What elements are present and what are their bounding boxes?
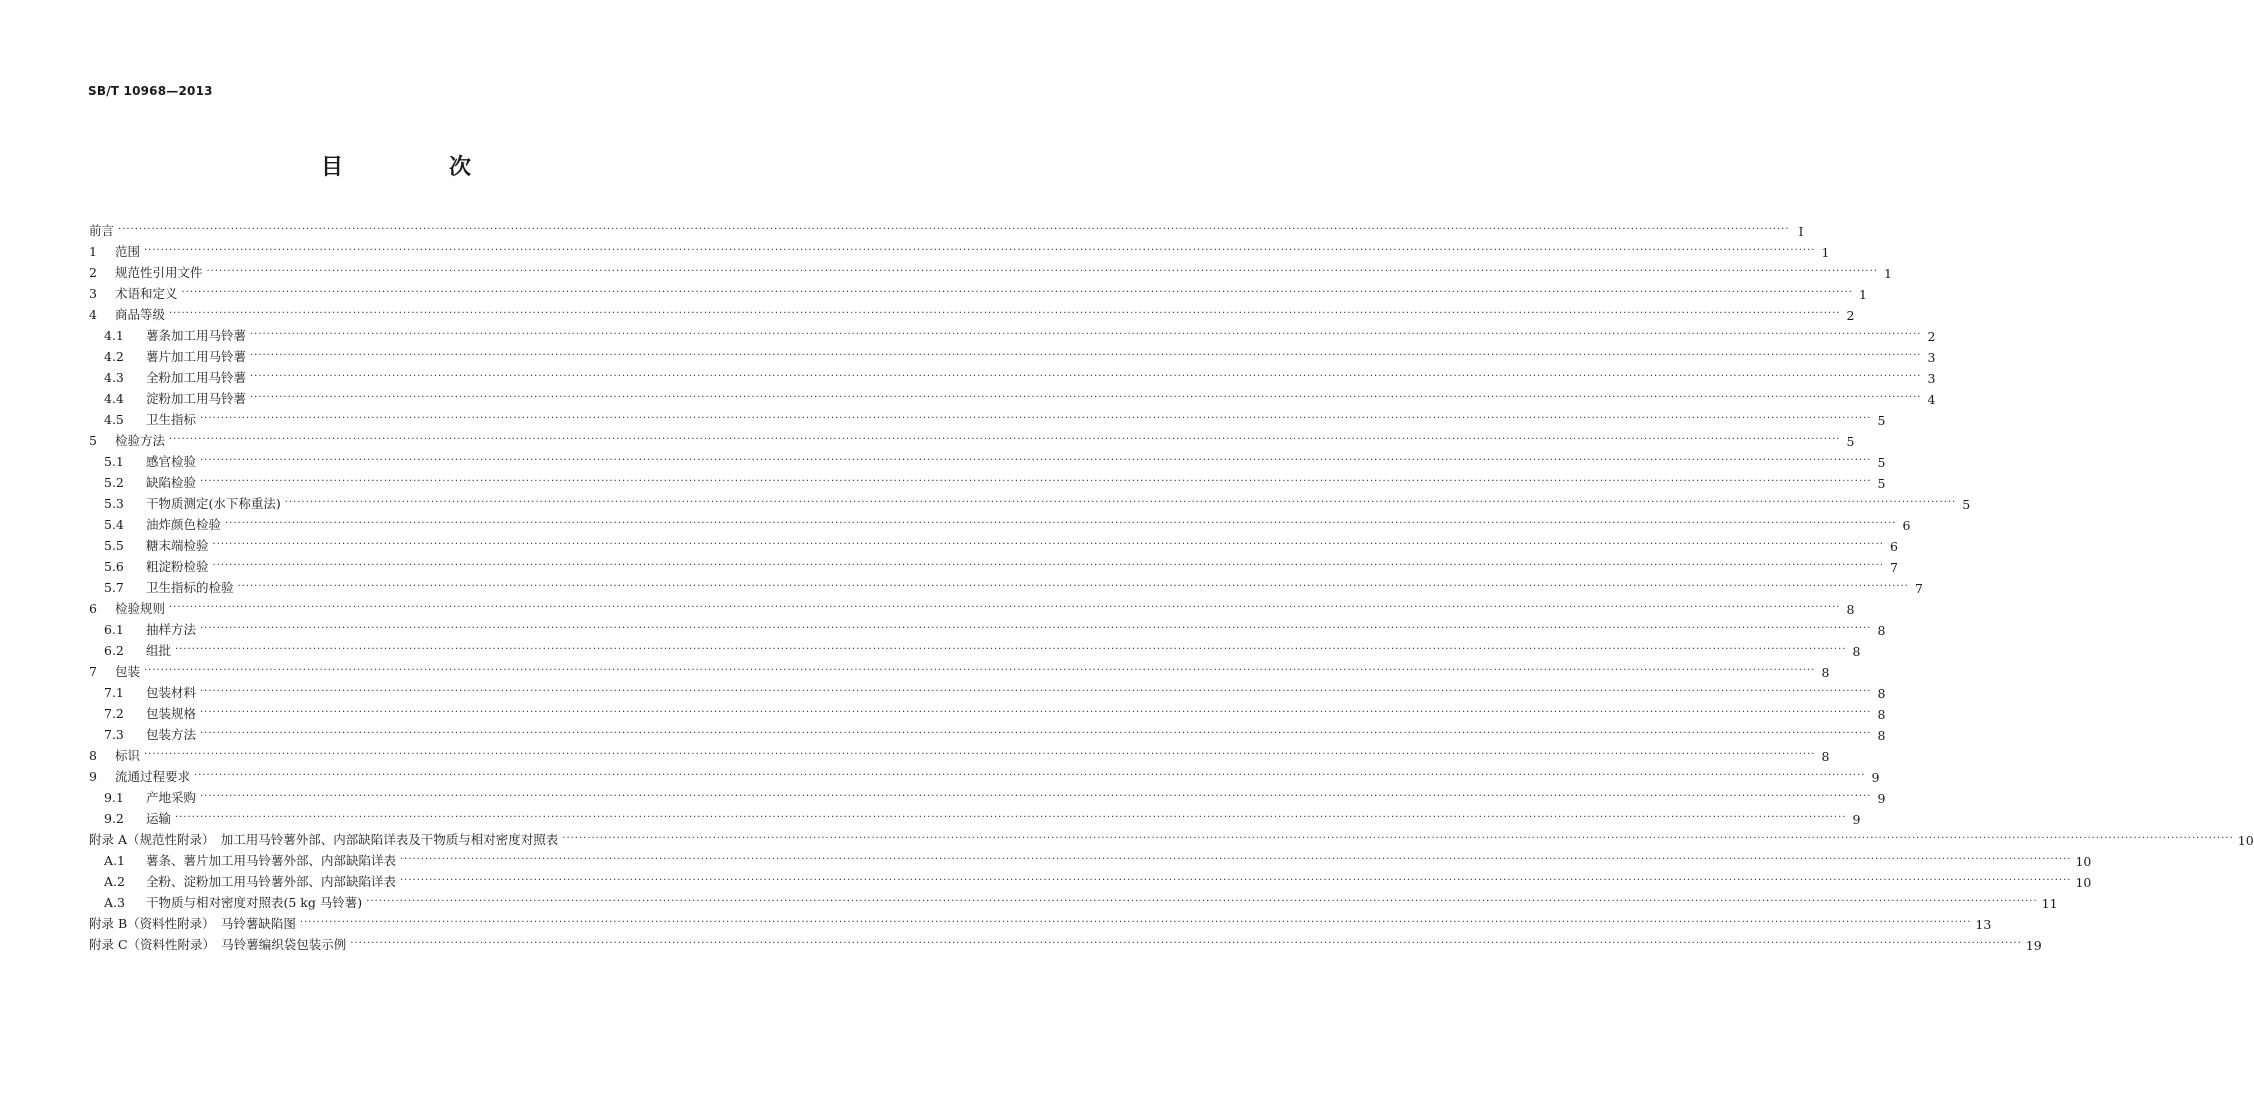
toc-entry-label — [104, 410, 200, 428]
toc-entry-text: 卫生指标 — [145, 412, 196, 427]
toc-entry — [89, 323, 1936, 344]
toc-leader-dots: ················································································································································································································································································································································································································ — [199, 791, 1872, 802]
toc-entry-label — [89, 221, 118, 239]
toc-page-number: 10 — [2075, 875, 2092, 890]
toc-page-number: 8 — [1877, 707, 1886, 722]
toc-entry-number: 7.1 — [104, 685, 124, 700]
toc-page-number: 3 — [1927, 371, 1936, 386]
toc-entry-number: 7.3 — [104, 727, 124, 742]
toc-entry-label — [104, 809, 175, 827]
toc-page-number: 2 — [1846, 308, 1855, 323]
toc-leader-dots: ················································································································································································································································································································································································································ — [168, 308, 1841, 319]
toc-leader-dots: ················································································································································································································································································································································································································ — [199, 623, 1872, 634]
toc-page-number: 6 — [1890, 539, 1898, 554]
toc-entry — [89, 344, 1936, 365]
toc-leader-dots: ················································································································································································································································································································································································································ — [193, 770, 1866, 781]
toc-entry-text: 糖末端检验 — [145, 538, 209, 553]
toc-page-number: 9 — [1871, 770, 1880, 785]
toc-entry-number: A.3 — [104, 895, 125, 910]
toc-entry — [89, 302, 1855, 323]
toc-entry-label — [104, 788, 200, 806]
toc-entry-label — [104, 515, 225, 533]
toc-entry — [89, 470, 1886, 491]
page-title: 目 次 — [320, 154, 513, 180]
toc-entry-text: 附录 C（资料性附录） 马铃薯编织袋包装示例 — [89, 937, 347, 952]
toc-entry-label — [104, 893, 366, 911]
toc-leader-dots: ················································································································································································································································································································································································································ — [174, 812, 1847, 823]
toc-entry-text: 薯片加工用马铃薯 — [145, 349, 246, 364]
toc-page-number: 6 — [1902, 518, 1911, 533]
toc-page-number: 8 — [1821, 749, 1830, 764]
toc-page-number: 5 — [1877, 455, 1886, 470]
toc-entry-text: 附录 A（规范性附录） 加工用马铃薯外部、内部缺陷详表及干物质与相对密度对照表 — [89, 832, 559, 847]
toc-page-number: 5 — [1877, 476, 1886, 491]
toc-page-number: 5 — [1846, 434, 1855, 449]
toc-entry-label — [89, 242, 144, 260]
toc-entry-text: 粗淀粉检验 — [145, 559, 209, 574]
toc-entry — [89, 428, 1855, 449]
toc-entry-number: 6.2 — [104, 643, 124, 658]
toc-entry — [89, 512, 1911, 533]
toc-entry — [89, 743, 1830, 764]
toc-entry-label — [104, 620, 200, 638]
toc-leader-dots: ················································································································································································································································································································································································································ — [168, 434, 1841, 445]
toc-page-number: 8 — [1846, 602, 1855, 617]
toc-leader-dots: ················································································································································································································································································································································································································ — [199, 707, 1872, 718]
toc-entry-label — [104, 473, 200, 491]
toc-leader-dots: ················································································································································································································································································································································································································ — [199, 413, 1872, 424]
toc-leader-dots: ················································································································································································································································································································································································································ — [206, 266, 1878, 277]
toc-entry-number: 4.5 — [104, 412, 124, 427]
toc-entry-number: 5 — [89, 433, 97, 448]
toc-entry-label — [104, 704, 200, 722]
toc-entry-number: 1 — [89, 244, 97, 259]
toc-entry-label — [104, 368, 250, 386]
toc-entry-number: 7 — [89, 664, 97, 679]
toc-entry-number: 6.1 — [104, 622, 124, 637]
toc-entry-number: 6 — [89, 601, 97, 616]
toc-entry-label — [104, 872, 400, 890]
toc-entry-number: 5.4 — [104, 517, 124, 532]
toc-leader-dots: ················································································································································································································································································································································································································ — [199, 728, 1872, 739]
toc-entry — [89, 617, 1886, 638]
toc-entry-number: A.2 — [104, 874, 125, 889]
toc-leader-dots: ················································································································································································································································································································································································································ — [174, 644, 1847, 655]
toc-page-number: 9 — [1877, 791, 1886, 806]
toc-leader-dots: ················································································································································································································································································································································································································ — [118, 224, 1790, 235]
toc-entry — [89, 911, 1992, 932]
toc-entry — [89, 890, 2058, 911]
toc-leader-dots: ················································································································································································································································································································································································································ — [249, 350, 1922, 361]
toc-entry — [89, 638, 1861, 659]
toc-page-number: 1 — [1821, 245, 1830, 260]
toc-entry-number: A.1 — [104, 853, 125, 868]
toc-entry-text: 干物质与相对密度对照表(5 kg 马铃薯) — [145, 895, 363, 910]
toc-entry-text: 油炸颜色检验 — [145, 517, 221, 532]
toc-entry — [89, 533, 1898, 554]
toc-entry — [89, 407, 1886, 428]
toc-entry — [89, 365, 1936, 386]
toc-leader-dots: ················································································································································································································································································································································································································ — [299, 917, 1972, 928]
toc-entry-number: 5.5 — [104, 538, 124, 553]
toc-entry-label — [89, 263, 206, 281]
toc-leader-dots: ················································································································································································································································································································································································································ — [143, 749, 1816, 760]
toc-entry-label — [104, 452, 200, 470]
toc-entry-text: 商品等级 — [114, 307, 165, 322]
toc-entry-label — [104, 641, 175, 659]
toc-entry-text: 干物质测定(水下称重法) — [145, 496, 281, 511]
toc-entry-label — [89, 935, 350, 953]
toc-entry-label — [89, 599, 169, 617]
toc-entry-text: 检验方法 — [114, 433, 165, 448]
toc-entry-label — [104, 851, 400, 869]
toc-entry-text: 薯条、薯片加工用马铃薯外部、内部缺陷详表 — [145, 853, 396, 868]
toc-entry-number: 9.1 — [104, 790, 124, 805]
toc-entry — [89, 827, 2254, 848]
toc-entry-label — [104, 557, 212, 575]
toc-entry — [89, 785, 1886, 806]
toc-leader-dots: ················································································································································································································································································································································································································ — [350, 938, 2022, 949]
toc-entry-text: 抽样方法 — [145, 622, 196, 637]
toc-page-number: 7 — [1915, 581, 1923, 596]
toc-leader-dots: ················································································································································································································································································································································································································ — [249, 329, 1922, 340]
toc-entry-number: 5.3 — [104, 496, 124, 511]
toc-leader-dots: ················································································································································································································································································································································································································ — [399, 875, 2072, 886]
toc-entry-text: 卫生指标的检验 — [145, 580, 234, 595]
toc-entry-text: 检验规则 — [114, 601, 165, 616]
toc-page-number: 1 — [1884, 266, 1892, 281]
toc-entry — [89, 596, 1855, 617]
toc-page-number: 10 — [2075, 854, 2092, 869]
toc-entry — [89, 449, 1886, 470]
toc-leader-dots: ················································································································································································································································································································································································································ — [212, 539, 1884, 550]
toc-page-number: 13 — [1975, 917, 1992, 932]
toc-entry-number: 4.2 — [104, 349, 124, 364]
toc-entry-text: 全粉、淀粉加工用马铃薯外部、内部缺陷详表 — [145, 874, 396, 889]
toc-leader-dots: ················································································································································································································································································································································································································ — [249, 392, 1922, 403]
toc-entry-label — [89, 662, 144, 680]
toc-page-number: 9 — [1852, 812, 1861, 827]
toc-entry-text: 全粉加工用马铃薯 — [145, 370, 246, 385]
toc-entry-label — [89, 767, 194, 785]
toc-leader-dots: ················································································································································································································································································································································································································ — [143, 245, 1816, 256]
toc-page-number: 8 — [1877, 686, 1886, 701]
toc-entry-text: 包装材料 — [145, 685, 196, 700]
toc-entry-text: 产地采购 — [145, 790, 196, 805]
toc-page-number: 8 — [1877, 623, 1886, 638]
toc-page-number: 7 — [1890, 560, 1898, 575]
toc-entry-text: 标识 — [114, 748, 140, 763]
toc-leader-dots: ················································································································································································································································································································································································································ — [199, 455, 1872, 466]
toc-page-number: 2 — [1927, 329, 1936, 344]
toc-entry-text: 包装 — [114, 664, 140, 679]
toc-entry-text: 范围 — [114, 244, 140, 259]
toc-leader-dots: ················································································································································································································································································································································································································ — [562, 833, 2234, 844]
toc-leader-dots: ················································································································································································································································································································································································································ — [366, 896, 2038, 907]
toc-entry-label — [104, 347, 250, 365]
toc-entry-label — [89, 830, 562, 848]
toc-page-number: 5 — [1877, 413, 1886, 428]
toc-entry — [89, 575, 1923, 596]
toc-entry-number: 9 — [89, 769, 97, 784]
toc-entry-text: 附录 B（资料性附录） 马铃薯缺陷图 — [89, 916, 296, 931]
toc-leader-dots: ················································································································································································································································································································································································································ — [249, 371, 1922, 382]
toc-page-number: 10 — [2237, 833, 2254, 848]
toc-entry-text: 规范性引用文件 — [114, 265, 203, 280]
toc-entry-text: 薯条加工用马铃薯 — [145, 328, 246, 343]
toc-entry — [89, 722, 1886, 743]
toc-entry-text: 组批 — [145, 643, 171, 658]
toc-entry-label — [104, 536, 212, 554]
toc-entry-text: 淀粉加工用马铃薯 — [145, 391, 246, 406]
toc-entry-text: 感官检验 — [145, 454, 196, 469]
toc-entry-text: 运输 — [145, 811, 171, 826]
toc-entry-label — [104, 326, 250, 344]
toc-entry — [89, 554, 1898, 575]
toc-entry-number: 5.7 — [104, 580, 124, 595]
toc-entry — [89, 848, 2092, 869]
toc-entry — [89, 491, 1971, 512]
toc-page-number: 19 — [2025, 938, 2042, 953]
toc-leader-dots: ················································································································································································································································································································································································································ — [199, 476, 1872, 487]
toc-entry-label — [89, 284, 181, 302]
toc-entry-number: 4 — [89, 307, 97, 322]
toc-entry-label — [104, 578, 237, 596]
toc-page-number: Ⅰ — [1798, 224, 1804, 239]
toc-leader-dots: ················································································································································································································································································································································································································ — [181, 287, 1853, 298]
toc-leader-dots: ················································································································································································································································································································································································································ — [284, 497, 1957, 508]
table-of-contents — [89, 218, 2254, 953]
toc-page-number: 5 — [1962, 497, 1971, 512]
toc-page-number: 8 — [1852, 644, 1861, 659]
toc-entry — [89, 806, 1861, 827]
toc-entry-label — [89, 431, 169, 449]
toc-entry-label — [89, 305, 169, 323]
toc-entry — [89, 680, 1886, 701]
toc-entry-number: 5.1 — [104, 454, 124, 469]
toc-entry-text: 流通过程要求 — [114, 769, 190, 784]
toc-page-number: 8 — [1877, 728, 1886, 743]
toc-entry-number: 5.6 — [104, 559, 124, 574]
toc-entry-number: 8 — [89, 748, 97, 763]
toc-page-number: 1 — [1859, 287, 1867, 302]
toc-entry-number: 4.3 — [104, 370, 124, 385]
toc-entry-text: 前言 — [89, 223, 115, 238]
toc-entry-number: 5.2 — [104, 475, 124, 490]
document-code: SB/T 10968—2013 — [88, 84, 213, 98]
toc-leader-dots: ················································································································································································································································································································································································································ — [212, 560, 1884, 571]
toc-entry-label — [104, 683, 200, 701]
toc-entry-number: 9.2 — [104, 811, 124, 826]
toc-entry-number: 3 — [89, 286, 97, 301]
toc-entry-number: 4.4 — [104, 391, 124, 406]
toc-entry-number: 4.1 — [104, 328, 124, 343]
toc-entry-text: 包装方法 — [145, 727, 196, 742]
toc-entry — [89, 764, 1880, 785]
toc-entry-label — [104, 494, 285, 512]
toc-entry-number: 2 — [89, 265, 97, 280]
toc-leader-dots: ················································································································································································································································································································································································································ — [168, 602, 1841, 613]
toc-entry — [89, 281, 1867, 302]
toc-entry — [89, 239, 1830, 260]
toc-leader-dots: ················································································································································································································································································································································································································ — [399, 854, 2072, 865]
toc-entry — [89, 386, 1936, 407]
toc-entry — [89, 218, 1804, 239]
toc-leader-dots: ················································································································································································································································································································································································································ — [143, 665, 1816, 676]
toc-entry — [89, 701, 1886, 722]
toc-entry — [89, 260, 1892, 281]
toc-page-number: 3 — [1927, 350, 1936, 365]
toc-entry-label — [89, 746, 144, 764]
toc-page-number: 8 — [1821, 665, 1830, 680]
toc-entry-text: 术语和定义 — [114, 286, 178, 301]
toc-entry — [89, 659, 1830, 680]
toc-leader-dots: ················································································································································································································································································································································································································ — [224, 518, 1897, 529]
toc-entry-text: 包装规格 — [145, 706, 196, 721]
toc-entry-label — [104, 389, 250, 407]
toc-page-number: 4 — [1927, 392, 1936, 407]
toc-page-number: 11 — [2041, 896, 2058, 911]
toc-entry-label — [89, 914, 300, 932]
toc-leader-dots: ················································································································································································································································································································································································································ — [199, 686, 1872, 697]
toc-entry-label — [104, 725, 200, 743]
toc-entry-text: 缺陷检验 — [145, 475, 196, 490]
toc-leader-dots: ················································································································································································································································································································································································································ — [237, 581, 1909, 592]
toc-entry — [89, 869, 2092, 890]
toc-entry-number: 7.2 — [104, 706, 124, 721]
toc-entry — [89, 932, 2042, 953]
